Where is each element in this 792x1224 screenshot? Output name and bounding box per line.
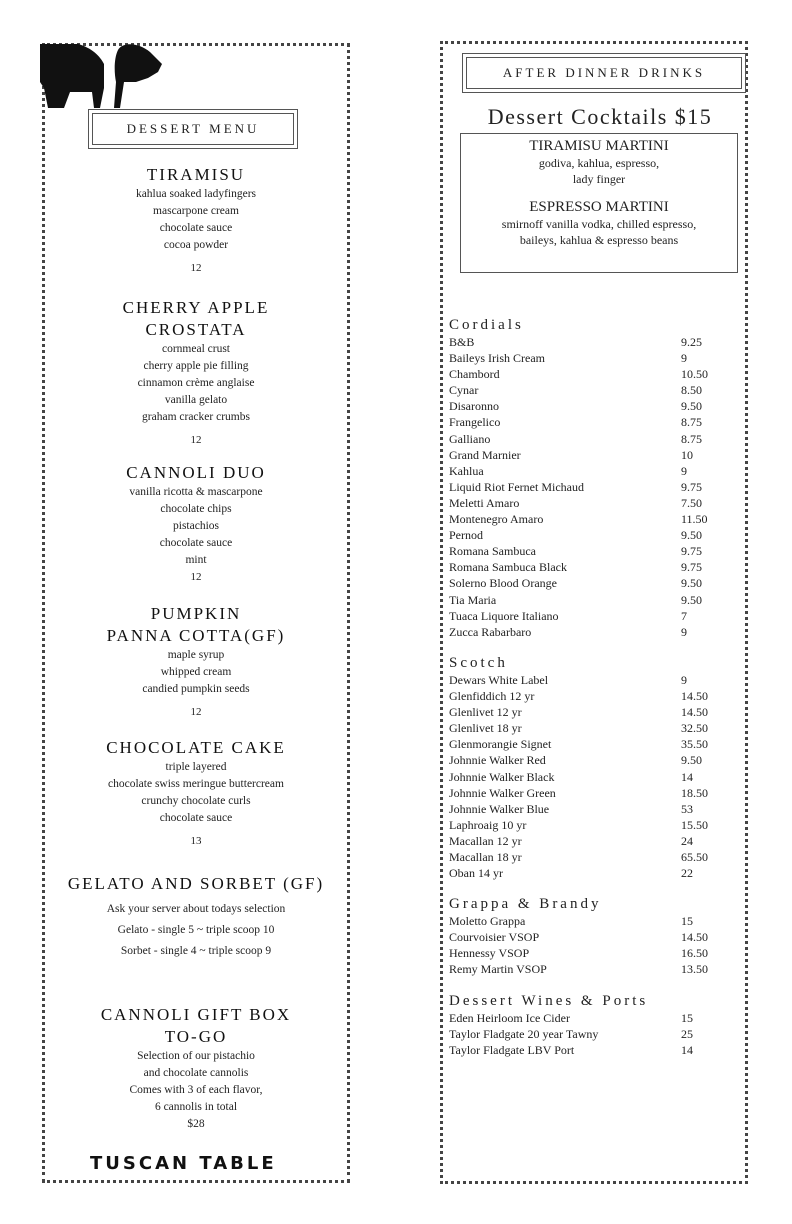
drink-price: 8.75	[681, 431, 702, 446]
drink-row	[449, 414, 739, 430]
dessert-desc-line: whipped cream	[160, 666, 232, 678]
after-dinner-drinks-header: AFTER DINNER DRINKS	[466, 57, 742, 89]
drink-price: 15.50	[681, 817, 708, 832]
drink-name: Romana Sambuca	[449, 544, 536, 559]
drink-price: 9.75	[681, 544, 702, 559]
pig-silhouette-icon	[40, 42, 164, 108]
drink-row	[449, 334, 739, 350]
drink-price: 14.50	[681, 689, 708, 704]
dessert-desc-line: vanilla gelato	[164, 394, 228, 406]
drink-row	[449, 817, 739, 833]
drink-row	[449, 624, 739, 640]
drink-row	[449, 785, 739, 801]
drink-row	[449, 463, 739, 479]
dessert-price: 12	[190, 262, 202, 274]
dessert-desc-line: pistachios	[173, 520, 219, 532]
dessert-desc-line: Gelato - single 5 ~ triple scoop 10	[117, 924, 275, 936]
dessert-menu-header: DESSERT MENU	[92, 113, 294, 145]
dessert-chocolate-cake	[60, 737, 332, 847]
dessert-desc-line: graham cracker crumbs	[142, 411, 250, 423]
drink-price: 22	[681, 866, 693, 881]
drink-name: Galliano	[449, 431, 491, 446]
drink-name: Johnnie Walker Black	[449, 769, 555, 784]
dessert-desc-line: vanilla ricotta & mascarpone	[129, 486, 263, 498]
drink-price: 8.50	[681, 383, 702, 398]
dessert-desc-line: kahlua soaked ladyfingers	[135, 188, 257, 200]
tuscan-table-logo: TUSCAN TABLE	[90, 1153, 277, 1174]
drink-price: 7	[681, 608, 687, 623]
cocktail-desc: lady finger	[572, 172, 626, 186]
drink-section-title: Grappa & Brandy	[449, 896, 602, 912]
drink-name: Liquid Riot Fernet Michaud	[449, 479, 584, 494]
drink-row	[449, 350, 739, 366]
drink-name: Disaronno	[449, 399, 499, 414]
drink-name: Johnnie Walker Green	[449, 785, 556, 800]
drink-row	[449, 527, 739, 543]
drink-price: 9.50	[681, 753, 702, 768]
cordials-section	[449, 317, 739, 640]
drink-row	[449, 849, 739, 865]
drink-price: 8.75	[681, 415, 702, 430]
drink-row	[449, 672, 739, 688]
dessert-desc-line: Ask your server about todays selection	[106, 903, 286, 915]
dessert-cherry-apple-crostata	[60, 297, 332, 446]
drink-section-title: Scotch	[449, 655, 508, 671]
drink-name: Frangelico	[449, 415, 501, 430]
drink-price: 9	[681, 624, 687, 639]
drink-name: Remy Martin VSOP	[449, 962, 547, 977]
dessert-desc-line: cinnamon crème anglaise	[137, 377, 255, 389]
drink-price: 35.50	[681, 737, 708, 752]
dessert-name-line2: PANNA COTTA(GF)	[106, 626, 286, 645]
drink-price: 9.50	[681, 592, 702, 607]
drink-name: Johnnie Walker Red	[449, 753, 546, 768]
drink-name: Kahlua	[449, 463, 484, 478]
drink-name: Macallan 12 yr	[449, 833, 522, 848]
drink-row	[449, 929, 739, 945]
drink-row	[449, 865, 739, 881]
cocktail-name: ESPRESSO MARTINI	[529, 199, 669, 215]
drink-price: 9.75	[681, 560, 702, 575]
drink-row	[449, 1026, 739, 1042]
drink-price: 9.25	[681, 335, 702, 349]
drink-price: 16.50	[681, 946, 708, 961]
dessert-name: TIRAMISU	[146, 165, 246, 184]
drink-price: 9.50	[681, 528, 702, 543]
drink-price: 14	[681, 1043, 693, 1058]
dessert-desc-line: cocoa powder	[163, 239, 229, 251]
drink-price: 9	[681, 351, 687, 366]
dessert-desc-line: chocolate sauce	[159, 812, 233, 824]
drink-price: 14.50	[681, 705, 708, 720]
dessert-pumpkin-panna-cotta	[60, 603, 332, 718]
dessert-desc-line: chocolate sauce	[159, 222, 233, 234]
dessert-name: CANNOLI GIFT BOX	[100, 1005, 292, 1024]
drink-row	[449, 801, 739, 817]
drink-section-title: Cordials	[449, 317, 524, 333]
dessert-desc-line: $28	[187, 1118, 205, 1130]
drink-row	[449, 833, 739, 849]
drink-row	[449, 608, 739, 624]
drink-price: 15	[681, 914, 693, 928]
dessert-desc-line: and chocolate cannolis	[143, 1067, 249, 1079]
dessert-desc-line: Comes with 3 of each flavor,	[129, 1084, 263, 1096]
dessert-price: 12	[190, 571, 202, 583]
dessert-desc-line: 6 cannolis in total	[154, 1101, 238, 1113]
drink-price: 14	[681, 769, 693, 784]
dessert-name: PUMPKIN	[150, 604, 242, 623]
drink-row	[449, 431, 739, 447]
drink-name: Johnnie Walker Blue	[449, 801, 550, 816]
dessert-desc-line: crunchy chocolate curls	[141, 795, 251, 807]
drink-price: 9.50	[681, 576, 702, 591]
dessert-name-line2: CROSTATA	[145, 320, 247, 339]
cocktail-name: TIRAMISU MARTINI	[529, 138, 669, 154]
drink-price: 11.50	[681, 512, 708, 527]
drink-name: Cynar	[449, 383, 479, 398]
drink-name: Macallan 18 yr	[449, 850, 522, 865]
drink-row	[449, 575, 739, 591]
drink-section-title: Dessert Wines & Ports	[449, 993, 649, 1009]
drink-name: Montenegro Amaro	[449, 512, 544, 527]
drink-price: 65.50	[681, 850, 708, 865]
drink-price: 14.50	[681, 930, 708, 945]
drink-row	[449, 495, 739, 511]
drink-name: Glenmorangie Signet	[449, 737, 552, 752]
drink-name: Glenlivet 12 yr	[449, 705, 522, 720]
dessert-desc-line: Sorbet - single 4 ~ triple scoop 9	[120, 945, 272, 957]
dessert-price: 13	[190, 835, 202, 847]
drink-price: 53	[681, 801, 693, 816]
dessert-name-line2: TO-GO	[164, 1027, 228, 1046]
dessert-name: CHERRY APPLE	[122, 298, 270, 317]
drink-row	[449, 769, 739, 785]
dessert-desc-line: chocolate swiss meringue buttercream	[108, 778, 284, 790]
drink-name: Pernod	[449, 528, 483, 543]
drink-name: Tuaca Liquore Italiano	[449, 608, 559, 623]
drink-price: 25	[681, 1027, 693, 1042]
cocktail-desc: godiva, kahlua, espresso,	[538, 156, 660, 170]
drink-name: Chambord	[449, 367, 500, 382]
drink-name: Oban 14 yr	[449, 866, 503, 881]
drink-row	[449, 382, 739, 398]
dessert-desc-line: mint	[185, 554, 207, 566]
drink-name: Hennessy VSOP	[449, 946, 530, 961]
dessert-name: CANNOLI DUO	[126, 463, 266, 482]
drink-row	[449, 1042, 739, 1058]
drink-name: Solerno Blood Orange	[449, 576, 557, 591]
drink-price: 13.50	[681, 962, 708, 977]
dessert-desc-line: chocolate chips	[160, 503, 232, 515]
dessert-name: CHOCOLATE CAKE	[106, 738, 286, 757]
drink-row	[449, 398, 739, 414]
drink-price: 15	[681, 1011, 693, 1025]
drink-name: Zucca Rabarbaro	[449, 624, 532, 639]
drink-name: Meletti Amaro	[449, 495, 520, 510]
dessert-cannoli-gift-box	[60, 1004, 332, 1133]
dessert-desc-line: triple layered	[165, 761, 227, 773]
drink-name: Courvoisier VSOP	[449, 930, 540, 945]
drink-name: Grand Marnier	[449, 447, 521, 462]
drink-row	[449, 704, 739, 720]
drink-price: 9.50	[681, 399, 702, 414]
drink-name: Eden Heirloom Ice Cider	[449, 1011, 570, 1025]
drink-row	[449, 736, 739, 752]
grappa-brandy-section	[449, 896, 739, 977]
dessert-cannoli-duo	[60, 462, 332, 583]
dessert-wines-ports-section	[449, 993, 739, 1058]
drink-price: 32.50	[681, 721, 708, 736]
dessert-cocktails-title: Dessert Cocktails $15	[487, 104, 713, 129]
drink-price: 10.50	[681, 367, 708, 382]
dessert-desc-line: candied pumpkin seeds	[142, 683, 250, 695]
dessert-desc-line: cherry apple pie filling	[143, 360, 249, 372]
drink-name: Glenlivet 18 yr	[449, 721, 522, 736]
drink-price: 9	[681, 673, 687, 687]
drink-row	[449, 1010, 739, 1026]
drink-name: Taylor Fladgate 20 year Tawny	[449, 1027, 599, 1042]
drink-name: Romana Sambuca Black	[449, 560, 567, 575]
drink-price: 9	[681, 463, 687, 478]
dessert-desc-line: Selection of our pistachio	[137, 1050, 255, 1062]
drink-row	[449, 511, 739, 527]
drink-row	[449, 543, 739, 559]
drink-row	[449, 720, 739, 736]
drink-row	[449, 688, 739, 704]
cocktail-desc: smirnoff vanilla vodka, chilled espresso,	[501, 217, 697, 231]
dessert-desc-line: chocolate sauce	[159, 537, 233, 549]
dessert-tiramisu	[60, 164, 332, 274]
drink-row	[449, 559, 739, 575]
dessert-name: GELATO AND SORBET (GF)	[67, 874, 325, 893]
scotch-section	[449, 655, 739, 881]
drink-price: 9.75	[681, 479, 702, 494]
drink-name: Moletto Grappa	[449, 914, 526, 928]
dessert-desc-line: maple syrup	[167, 649, 225, 661]
drink-row	[449, 366, 739, 382]
drink-row	[449, 447, 739, 463]
drink-price: 18.50	[681, 785, 708, 800]
drink-price: 10	[681, 447, 693, 462]
drink-name: Laphroaig 10 yr	[449, 817, 527, 832]
drink-price: 24	[681, 833, 693, 848]
drink-name: Taylor Fladgate LBV Port	[449, 1043, 575, 1058]
dessert-desc-line: mascarpone cream	[153, 205, 239, 217]
drink-row	[449, 592, 739, 608]
dessert-desc-line: cornmeal crust	[161, 343, 230, 355]
dessert-price: 12	[190, 706, 202, 718]
dessert-cocktails-box	[460, 133, 738, 273]
drink-row	[449, 479, 739, 495]
dessert-price: 12	[190, 434, 202, 446]
drink-name: B&B	[449, 335, 475, 349]
drink-name: Dewars White Label	[449, 673, 549, 687]
drink-row	[449, 945, 739, 961]
drink-row	[449, 961, 739, 977]
cocktail-desc: baileys, kahlua & espresso beans	[519, 233, 679, 247]
drink-name: Glenfiddich 12 yr	[449, 689, 535, 704]
dessert-gelato-sorbet	[60, 873, 332, 960]
drink-name: Tia Maria	[449, 592, 497, 607]
drink-name: Baileys Irish Cream	[449, 351, 545, 366]
drink-row	[449, 913, 739, 929]
drink-price: 7.50	[681, 495, 702, 510]
drink-row	[449, 752, 739, 768]
